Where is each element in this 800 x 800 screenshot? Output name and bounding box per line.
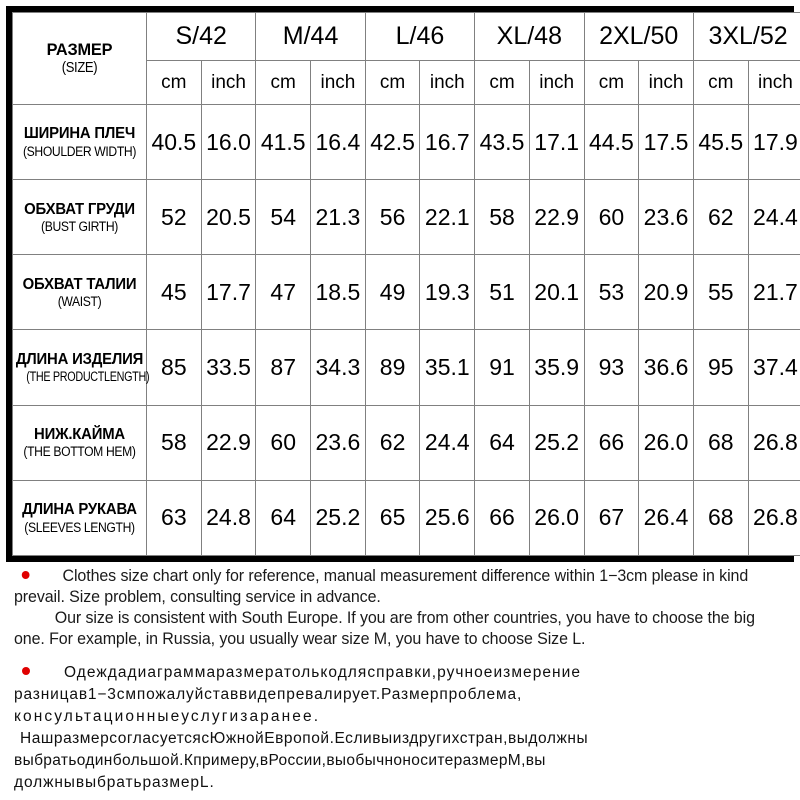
note-russian-line-2: разницав1−3смпожалуйставвидепревалирует.Размерпроблема, <box>14 686 523 704</box>
cell-waist-s-inch: 17.7 <box>201 255 256 330</box>
cell-product-length-m-inch: 34.3 <box>311 330 366 405</box>
cell-bust-girth-s-inch: 20.5 <box>201 180 256 255</box>
row-label-en: (THE BOTTOM HEM) <box>23 444 136 460</box>
cell-product-length-m-cm: 87 <box>256 330 311 405</box>
table-row <box>13 330 800 405</box>
cell-shoulder-width-l-cm: 42.5 <box>365 105 420 180</box>
cell-bottom-hem-xl-inch: 25.2 <box>529 405 584 480</box>
table-row <box>13 180 800 255</box>
unit-header-inch-3xl: inch <box>748 61 800 105</box>
corner-label-en: (SIZE) <box>61 60 98 77</box>
cell-bust-girth-3xl-cm: 62 <box>693 180 748 255</box>
note-russian-block <box>0 662 800 794</box>
size-header-m: M/44 <box>256 13 365 61</box>
cell-waist-2xl-cm: 53 <box>584 255 639 330</box>
cell-product-length-s-cm: 85 <box>147 330 202 405</box>
cell-waist-xl-cm: 51 <box>475 255 530 330</box>
cell-product-length-3xl-inch: 37.4 <box>748 330 800 405</box>
cell-sleeves-length-xl-cm: 66 <box>475 480 530 555</box>
cell-sleeves-length-2xl-inch: 26.4 <box>639 480 694 555</box>
cell-bottom-hem-s-cm: 58 <box>147 405 202 480</box>
table-row <box>13 405 800 480</box>
unit-header-cm-3xl: cm <box>693 61 748 105</box>
table-row <box>13 255 800 330</box>
note-english-paragraph-2: Our size is consistent with South Europe. If you are from other countries, you have to choose the big one. For example, in Russia, you usually wear size M, you have to choose Size L. <box>14 609 755 649</box>
cell-waist-3xl-cm: 55 <box>693 255 748 330</box>
cell-shoulder-width-xl-inch: 17.1 <box>529 105 584 180</box>
cell-product-length-l-inch: 35.1 <box>420 330 475 405</box>
cell-bust-girth-xl-cm: 58 <box>475 180 530 255</box>
cell-sleeves-length-l-inch: 25.6 <box>420 480 475 555</box>
cell-bottom-hem-s-inch: 22.9 <box>201 405 256 480</box>
row-label-bottom-hem <box>13 405 147 480</box>
row-label-product-length <box>13 330 150 405</box>
cell-sleeves-length-2xl-cm: 67 <box>584 480 639 555</box>
unit-header-inch-s: inch <box>201 61 256 105</box>
cell-sleeves-length-3xl-cm: 68 <box>693 480 748 555</box>
row-label-en: (THE PRODUCTLENGTH) <box>26 369 150 385</box>
cell-waist-2xl-inch: 20.9 <box>639 255 694 330</box>
cell-bust-girth-m-inch: 21.3 <box>311 180 366 255</box>
unit-header-inch-l: inch <box>420 61 475 105</box>
cell-product-length-3xl-cm: 95 <box>693 330 748 405</box>
cell-bust-girth-xl-inch: 22.9 <box>529 180 584 255</box>
row-label-en: (WAIST) <box>57 294 102 310</box>
cell-shoulder-width-m-inch: 16.4 <box>311 105 366 180</box>
unit-header-cm-l: cm <box>365 61 420 105</box>
note-english-text <box>14 566 763 650</box>
cell-product-length-s-inch: 33.5 <box>201 330 256 405</box>
cell-sleeves-length-l-cm: 65 <box>365 480 420 555</box>
cell-bottom-hem-3xl-cm: 68 <box>693 405 748 480</box>
size-chart-table-container <box>6 6 798 562</box>
unit-header-inch-2xl: inch <box>639 61 694 105</box>
cell-sleeves-length-m-inch: 25.2 <box>311 480 366 555</box>
size-header-2xl: 2XL/50 <box>584 13 693 61</box>
unit-header-inch-m: inch <box>311 61 366 105</box>
cell-shoulder-width-3xl-cm: 45.5 <box>693 105 748 180</box>
row-label-waist <box>13 255 147 330</box>
cell-sleeves-length-m-cm: 64 <box>256 480 311 555</box>
cell-bust-girth-l-cm: 56 <box>365 180 420 255</box>
cell-waist-s-cm: 45 <box>147 255 202 330</box>
cell-shoulder-width-l-inch: 16.7 <box>420 105 475 180</box>
cell-shoulder-width-2xl-inch: 17.5 <box>639 105 694 180</box>
note-russian-line-5: выбратьодинбольшой.Кпримеру,вРоссии,выобычноноситеразмерM,вы <box>14 752 546 770</box>
cell-product-length-2xl-cm: 93 <box>584 330 639 405</box>
cell-shoulder-width-xl-cm: 43.5 <box>475 105 530 180</box>
note-russian-text <box>14 662 786 794</box>
row-label-ru: ДЛИНА ИЗДЕЛИЯ <box>15 350 144 368</box>
row-label-ru: ДЛИНА РУКАВА <box>22 501 137 519</box>
cell-shoulder-width-3xl-inch: 17.9 <box>748 105 800 180</box>
header-corner-cell <box>13 13 147 105</box>
row-label-ru: ОБХВАТ ТАЛИИ <box>22 275 137 293</box>
row-label-en: (BUST GIRTH) <box>41 218 118 234</box>
size-chart-table <box>12 12 800 556</box>
row-label-ru: НИЖ.КАЙМА <box>34 425 125 443</box>
row-label-en: (SLEEVES LENGTH) <box>24 519 135 535</box>
cell-bust-girth-2xl-inch: 23.6 <box>639 180 694 255</box>
cell-shoulder-width-2xl-cm: 44.5 <box>584 105 639 180</box>
corner-label-ru: РАЗМЕР <box>46 40 113 60</box>
cell-product-length-2xl-inch: 36.6 <box>639 330 694 405</box>
row-label-shoulder-width <box>13 105 147 180</box>
cell-bust-girth-m-cm: 54 <box>256 180 311 255</box>
cell-bottom-hem-xl-cm: 64 <box>475 405 530 480</box>
cell-bottom-hem-m-cm: 60 <box>256 405 311 480</box>
cell-bottom-hem-m-inch: 23.6 <box>311 405 366 480</box>
bullet-icon <box>22 667 30 675</box>
note-english-block <box>0 566 800 650</box>
bullet-icon <box>22 571 30 579</box>
cell-waist-m-cm: 47 <box>256 255 311 330</box>
size-header-xl: XL/48 <box>475 13 584 61</box>
table-header-sizes <box>13 13 800 61</box>
cell-sleeves-length-xl-inch: 26.0 <box>529 480 584 555</box>
note-russian-line-1-text: Одеждадиаграммаразмератолькодлясправки,ручноеизмерение <box>64 664 582 682</box>
note-russian-line-4: НашразмерсогласуетсясЮжнойЕвропой.Есливыиздругихстран,выдолжны <box>20 730 589 748</box>
cell-shoulder-width-s-cm: 40.5 <box>147 105 202 180</box>
table-row <box>13 480 800 555</box>
row-label-ru: ОБХВАТ ГРУДИ <box>24 200 135 218</box>
table-row <box>13 105 800 180</box>
row-label-sleeves-length <box>13 480 147 555</box>
cell-bottom-hem-3xl-inch: 26.8 <box>748 405 800 480</box>
size-header-l: L/46 <box>365 13 474 61</box>
cell-waist-3xl-inch: 21.7 <box>748 255 800 330</box>
footer-notes <box>0 566 800 794</box>
cell-product-length-xl-inch: 35.9 <box>529 330 584 405</box>
cell-sleeves-length-s-cm: 63 <box>147 480 202 555</box>
note-russian-line-3: консультационныеуслугизаранее. <box>14 708 321 726</box>
cell-waist-l-inch: 19.3 <box>420 255 475 330</box>
note-russian-line-1 <box>14 662 786 684</box>
cell-bust-girth-3xl-inch: 24.4 <box>748 180 800 255</box>
cell-shoulder-width-s-inch: 16.0 <box>201 105 256 180</box>
cell-bottom-hem-2xl-cm: 66 <box>584 405 639 480</box>
cell-product-length-l-cm: 89 <box>365 330 420 405</box>
row-label-en: (SHOULDER WIDTH) <box>22 143 137 159</box>
size-header-s: S/42 <box>147 13 256 61</box>
cell-bust-girth-2xl-cm: 60 <box>584 180 639 255</box>
cell-sleeves-length-s-inch: 24.8 <box>201 480 256 555</box>
cell-product-length-xl-cm: 91 <box>475 330 530 405</box>
cell-waist-l-cm: 49 <box>365 255 420 330</box>
cell-bottom-hem-l-inch: 24.4 <box>420 405 475 480</box>
cell-bottom-hem-l-cm: 62 <box>365 405 420 480</box>
unit-header-inch-xl: inch <box>529 61 584 105</box>
cell-bottom-hem-2xl-inch: 26.0 <box>639 405 694 480</box>
cell-waist-xl-inch: 20.1 <box>529 255 584 330</box>
row-label-bust-girth <box>13 180 147 255</box>
cell-sleeves-length-3xl-inch: 26.8 <box>748 480 800 555</box>
cell-bust-girth-s-cm: 52 <box>147 180 202 255</box>
unit-header-cm-s: cm <box>147 61 202 105</box>
cell-shoulder-width-m-cm: 41.5 <box>256 105 311 180</box>
unit-header-cm-xl: cm <box>475 61 530 105</box>
unit-header-cm-2xl: cm <box>584 61 639 105</box>
size-header-3xl: 3XL/52 <box>693 13 800 61</box>
unit-header-cm-m: cm <box>256 61 311 105</box>
row-label-ru: ШИРИНА ПЛЕЧ <box>23 125 136 143</box>
note-english-paragraph-1: Clothes size chart only for reference, manual measurement difference within 1−3cm please in kind prevail. Size problem, consulting service in advance. <box>14 567 749 607</box>
cell-bust-girth-l-inch: 22.1 <box>420 180 475 255</box>
note-russian-line-6: должнывыбратьразмерL. <box>14 774 215 792</box>
cell-waist-m-inch: 18.5 <box>311 255 366 330</box>
